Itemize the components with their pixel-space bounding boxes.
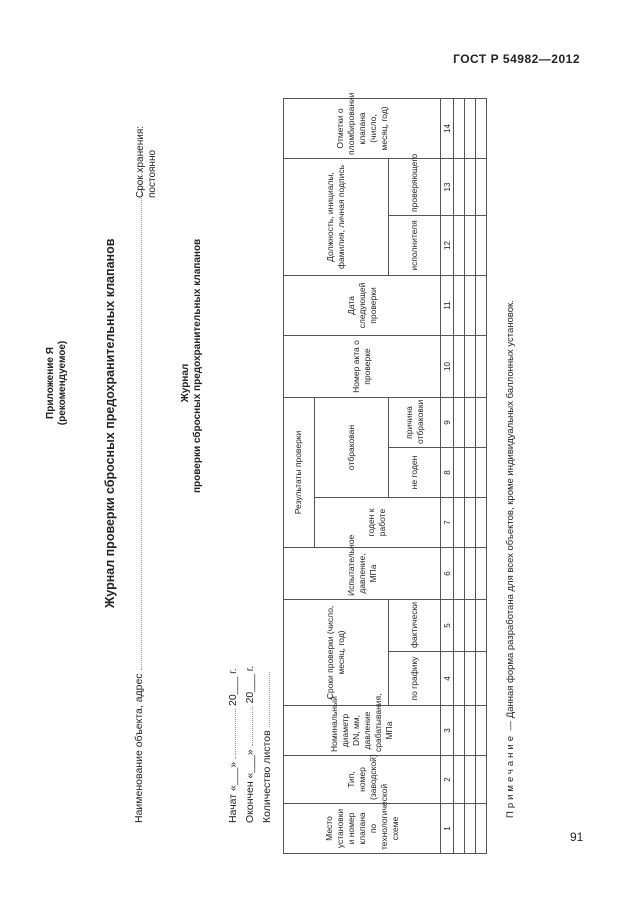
col-number: 6	[441, 548, 454, 600]
start-date-line	[227, 668, 239, 823]
object-line	[133, 170, 145, 823]
col-number: 3	[441, 706, 454, 756]
appendix-heading	[45, 273, 69, 493]
col-reject-reason: причина отбраковки	[389, 397, 441, 447]
col-test-pressure: Испытательное давление, МПа	[284, 548, 441, 600]
sheets-line	[261, 672, 273, 823]
col-next-date: Дата следующей проверки	[284, 275, 441, 335]
col-number: 10	[441, 335, 454, 397]
col-unfit: не годен	[389, 448, 441, 498]
object-fill-line	[141, 170, 142, 670]
journal-table	[283, 92, 487, 854]
col-number: 5	[441, 600, 454, 652]
note-text: — Данная форма разработана для всех объектов, кроме индивидуальных баллонных установок.	[505, 300, 516, 733]
col-inspector: проверяющего	[389, 158, 441, 215]
storage-label: Срок хранения:	[135, 125, 146, 198]
col-fit: годен к работе	[314, 498, 440, 548]
col-location: Место установки и номер клапана по технологической схеме	[284, 804, 441, 854]
page-number: 91	[570, 830, 584, 844]
appendix-label: Приложение Я	[45, 347, 56, 419]
group-terms: Сроки проверки (число, месяц, год)	[284, 600, 389, 706]
col-number: 13	[441, 158, 454, 215]
group-results: Результаты проверки	[284, 397, 315, 547]
col-seal-marks: Отметки о пломбировании клапана (число, месяц, год)	[284, 98, 441, 158]
object-label: Наименование объекта, адрес	[133, 673, 145, 823]
col-number: 9	[441, 397, 454, 447]
journal-title	[180, 238, 204, 493]
col-type: Тип, номер (заводской)	[284, 756, 441, 804]
main-title: Журнал проверки сбросных предохранительных клапанов	[103, 238, 117, 608]
table-note	[505, 300, 516, 818]
col-act-number: Номер акта о проверке	[284, 335, 441, 397]
sheets-label: Количество листов	[261, 730, 273, 823]
group-rejected: отбракован	[314, 397, 389, 497]
col-actual: фактически	[389, 600, 441, 652]
sheets-fill	[269, 672, 270, 727]
journal-word: Журнал	[180, 363, 191, 403]
col-diameter: Номинальный диаметр DN, мм, давление срабатывания, МПа	[284, 706, 441, 756]
appendix-type: (рекомендуемое)	[57, 340, 68, 426]
end-fill	[252, 706, 253, 746]
col-number: 12	[441, 215, 454, 275]
standard-number: ГОСТ Р 54982—2012	[453, 52, 580, 66]
blank-row	[465, 98, 476, 853]
group-signatures: Должность, инициалы, фамилия, личная подпись	[284, 158, 389, 275]
col-executor: исполнителя	[389, 215, 441, 275]
blank-row	[476, 98, 487, 853]
journal-subtitle: проверки сбросных предохранительных клапанов	[192, 238, 203, 493]
col-number: 2	[441, 756, 454, 804]
column-numbers-row	[441, 98, 454, 853]
col-number: 8	[441, 448, 454, 498]
col-number: 14	[441, 98, 454, 158]
col-by-schedule: по графику	[389, 652, 441, 706]
col-number: 11	[441, 275, 454, 335]
col-number: 1	[441, 804, 454, 854]
note-prefix: Примечание	[505, 733, 516, 818]
end-date-line	[244, 666, 256, 823]
end-label: Окончен «___»	[244, 749, 256, 823]
end-year: 20___ г.	[244, 665, 256, 704]
blank-row	[454, 98, 465, 853]
start-fill	[235, 709, 236, 759]
storage-block	[135, 126, 159, 198]
start-label: Начат «___»	[227, 761, 239, 823]
storage-value: постоянно	[147, 149, 158, 198]
col-number: 7	[441, 498, 454, 548]
col-number: 4	[441, 652, 454, 706]
start-year: 20___ г.	[227, 668, 239, 706]
